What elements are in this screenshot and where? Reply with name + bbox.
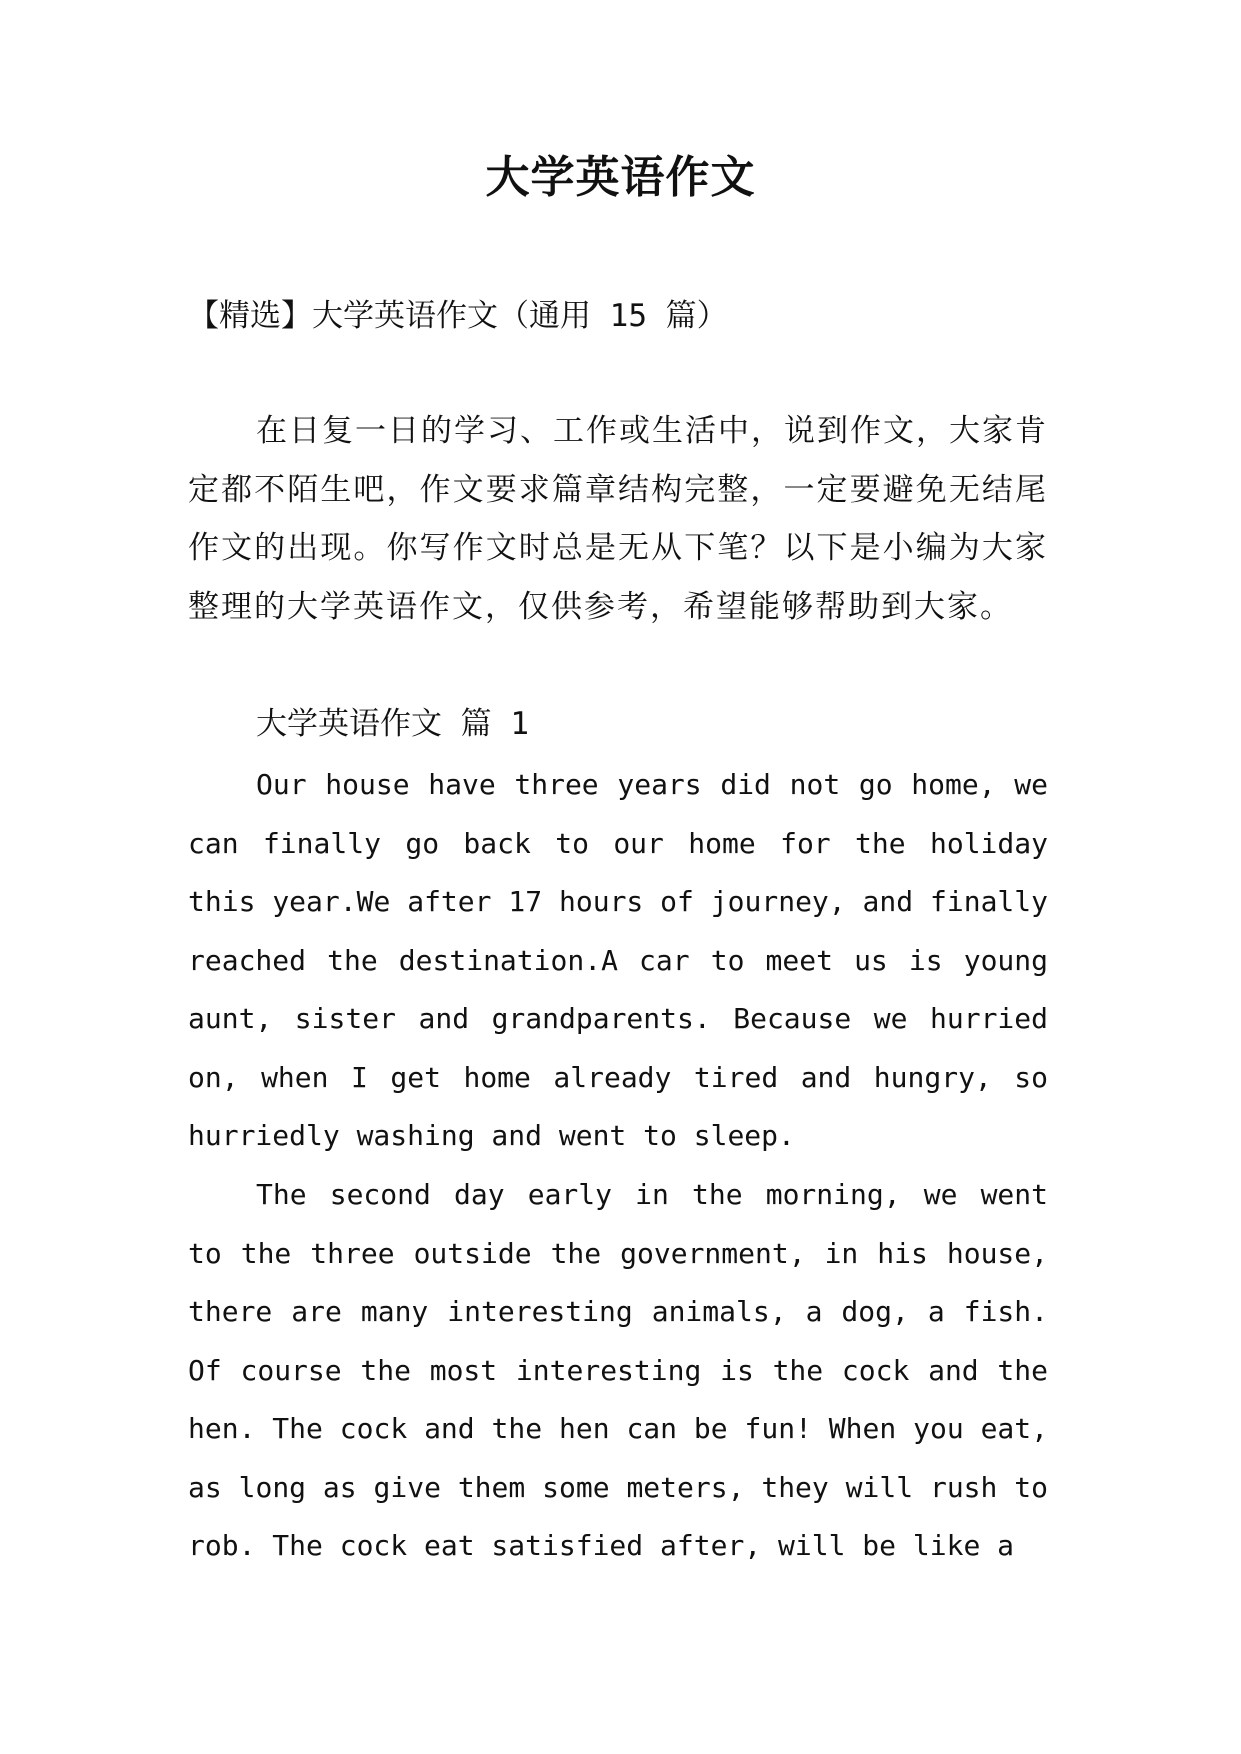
- document-title: 大学英语作文: [485, 152, 756, 203]
- intro-paragraph: 在日复一日的学习、工作或生活中，说到作文，大家肯定都不陌生吧，作文要求篇章结构完整，一定要避免无结尾作文的出现。你写作文时总是无从下笔？以下是小编为大家整理的大学英语作文，仅供参考，希望能够帮助到大家。: [188, 413, 1048, 625]
- essay-heading: 大学英语作文 篇 1: [256, 706, 529, 742]
- essay-paragraph-2: The second day early in the morning, we went to the three outside the government, in his house, there are many interesting animals, a dog, a fish. Of course the most interesting is the cock and the hen. The cock and the hen can be fun! When you eat, as long as give them some meters, they will rush to rob. The cock eat satisfied after, will be like a: [188, 1178, 1048, 1562]
- essay-paragraph-1: Our house have three years did not go home, we can finally go back to our home for the holiday this year.We after 17 hours of journey, and finally reached the destination.A car to meet us is young aunt, sister and grandparents. Because we hurried on, when I get home already tired and hungry, so hurriedly washing and went to sleep.: [188, 768, 1048, 1152]
- document-subtitle: 【精选】大学英语作文（通用 15 篇）: [188, 298, 728, 334]
